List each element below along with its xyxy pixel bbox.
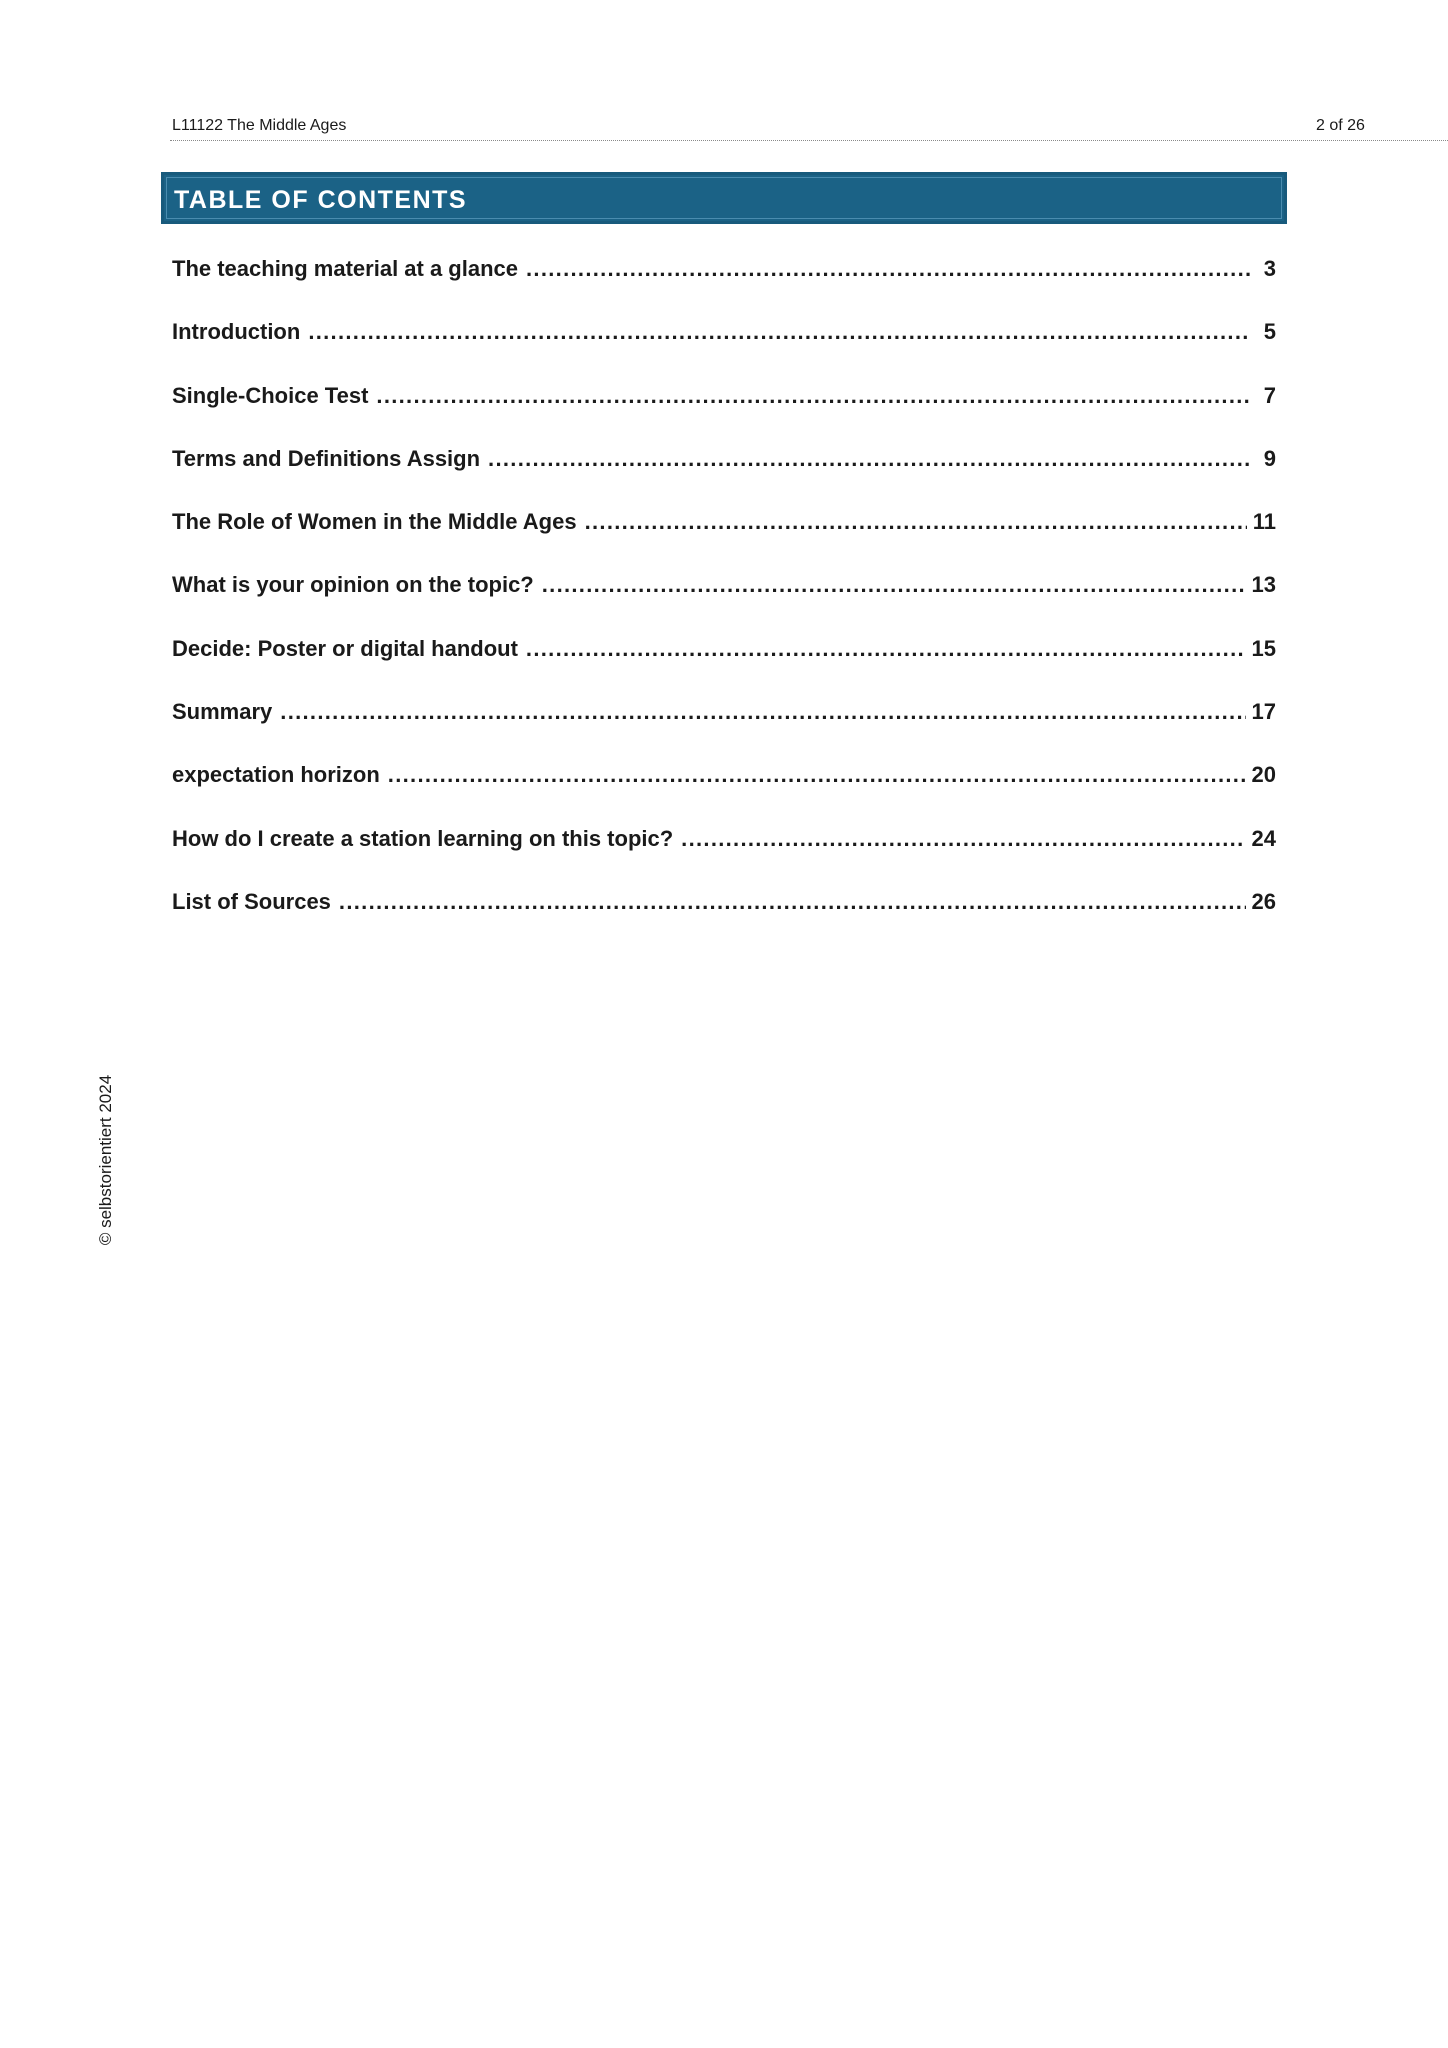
toc-heading: TABLE OF CONTENTS [174,186,468,214]
toc-dot-leader [526,632,1246,666]
toc-entry[interactable] [172,252,1276,315]
toc-dot-leader [681,822,1245,856]
toc-entry-title[interactable]: List of Sources [172,888,331,914]
toc-entry-page[interactable]: 15 [1251,635,1276,661]
toc-entry[interactable] [172,315,1276,378]
toc-entry[interactable] [172,758,1276,821]
toc-heading-banner [161,172,1287,224]
toc-entry-title[interactable]: How do I create a station learning on this topic? [172,825,674,851]
toc-dot-leader [339,885,1246,919]
toc-entry-page[interactable]: 7 [1263,382,1276,408]
toc-entry-page[interactable]: 3 [1263,256,1276,281]
toc-entry-title[interactable]: What is your opinion on the topic? [172,572,534,598]
toc-entry-title[interactable]: Terms and Definitions Assign [172,445,481,471]
toc-entry-page[interactable]: 26 [1251,888,1276,914]
toc-dot-leader [488,442,1250,476]
toc-entry-page[interactable]: 24 [1251,825,1276,851]
toc-entry-title[interactable]: Single-Choice Test [172,382,369,408]
toc-entry-title[interactable]: expectation horizon [172,762,380,788]
toc-entry[interactable] [172,695,1276,758]
toc-entry[interactable] [172,505,1276,568]
toc-entry-page[interactable]: 20 [1251,762,1276,788]
toc-entry[interactable] [172,568,1276,631]
toc-entry-title[interactable]: Decide: Poster or digital handout [172,635,518,661]
toc-entry-page[interactable]: 9 [1263,445,1276,471]
toc-entry[interactable] [172,885,1276,948]
toc-entry-page[interactable]: 11 [1252,509,1276,535]
toc-entry[interactable] [172,822,1276,885]
document-title: L11122 The Middle Ages [172,117,347,134]
toc-entry[interactable] [172,632,1276,695]
toc-entry-page[interactable]: 17 [1251,699,1276,725]
page-header [170,114,1448,141]
toc-entry[interactable] [172,379,1276,442]
toc-dot-leader [376,379,1250,413]
toc-entry-page[interactable]: 13 [1251,572,1276,598]
toc-dot-leader [526,252,1250,286]
toc-entry-title[interactable]: The Role of Women in the Middle Ages [172,509,577,535]
toc-dot-leader [308,315,1250,349]
toc-entry[interactable] [172,442,1276,505]
toc-dot-leader [280,695,1245,729]
toc-dot-leader [542,568,1246,602]
toc-entry-title[interactable]: Summary [172,699,273,725]
toc-dot-leader [585,505,1247,539]
copyright-notice: © selbstorientiert 2024 [96,1074,115,1246]
toc-entry-title[interactable]: Introduction [172,319,301,345]
toc-entry-title[interactable]: The teaching material at a glance [172,256,519,281]
toc-list [172,252,1276,948]
page-indicator: 2 of 26 [1316,117,1365,134]
toc-entry-page[interactable]: 5 [1263,319,1276,345]
toc-dot-leader [388,758,1246,792]
